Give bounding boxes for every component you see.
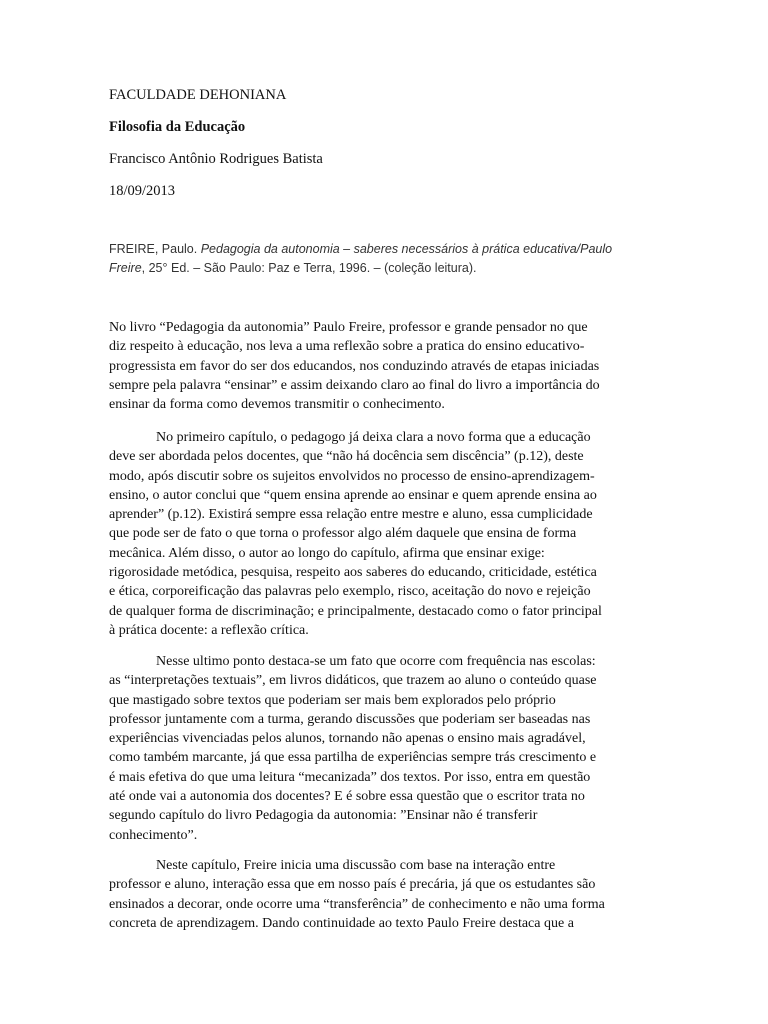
paragraph-line: experiências vivenciadas pelos alunos, tornando não apenas o ensino mais agradável,: [109, 731, 586, 747]
paragraph-line: conhecimento”.: [109, 827, 198, 843]
paragraph-line: segundo capítulo do livro Pedagogia da autonomia: ”Ensinar não é transferir: [109, 808, 538, 824]
reference-book-author: Freire: [109, 261, 142, 275]
bibliographic-reference: [109, 240, 649, 278]
paragraph-line: progressista em favor do ser dos educandos, nos conduzindo através de etapas iniciadas: [109, 358, 600, 374]
paragraph-line: e ética, corporeificação das palavras pelo exemplo, risco, aceitação do novo e rejeição: [109, 584, 591, 600]
paragraph-line: No livro “Pedagogia da autonomia” Paulo Freire, professor e grande pensador no que: [109, 320, 588, 335]
institution-name: FACULDADE DEHONIANA: [109, 87, 287, 103]
paragraph-line: No primeiro capítulo, o pedagogo já deixa clara a novo forma que a educação: [156, 430, 591, 445]
document-date: 18/09/2013: [109, 183, 176, 199]
reference-book-title: Pedagogia da autonomia – saberes necessários à prática educativa/Paulo: [200, 242, 613, 256]
paragraph-line: que pode ser de fato o que torna o professor algo além daquele que ensina de forma: [109, 526, 577, 542]
paragraph-line: como também marcante, já que essa partilha de experiências sempre trás crescimento e: [109, 750, 597, 766]
paragraph-line: rigorosidade metódica, pesquisa, respeito aos saberes do educando, criticidade, estética: [109, 565, 597, 581]
paragraph-line: Nesse ultimo ponto destaca-se um fato que ocorre com frequência nas escolas:: [156, 654, 596, 669]
paragraph-line: que mastigado sobre textos que poderiam ser mais bem explorados pelo próprio: [109, 692, 556, 708]
paragraph-line: ensino, o autor conclui que “quem ensina aprende ao ensinar e quem aprende ensina ao: [109, 487, 597, 503]
paragraph-line: mecânica. Além disso, o autor ao longo do capítulo, afirma que ensinar exige:: [109, 545, 545, 561]
paragraph-line: sempre pela palavra “ensinar” e assim deixando claro ao final do livro a importância do: [109, 377, 600, 393]
paragraph-textual-interpretations: [109, 652, 669, 845]
paragraph-line: professor e aluno, interação essa que em nosso país é precária, já que os estudantes são: [109, 877, 596, 893]
paragraph-line: diz respeito à educação, nos leva a uma reflexão sobre a pratica do ensino educativo-: [109, 339, 585, 355]
paragraph-first-chapter: [109, 428, 669, 640]
reference-line-2: [109, 259, 649, 278]
course-title: Filosofia da Educação: [109, 119, 246, 135]
author-name: Francisco Antônio Rodrigues Batista: [109, 151, 323, 167]
paragraph-line: aprender” (p.12). Existirá sempre essa relação entre mestre e aluno, essa cumplicidade: [109, 507, 593, 523]
paragraph-intro: [109, 318, 669, 414]
reference-publication-info: , 25° Ed. – São Paulo: Paz e Terra, 1996. – (coleção leitura).: [141, 261, 477, 275]
paragraph-line: modo, após discutir sobre os sujeitos envolvidos no processo de ensino-aprendizagem-: [109, 468, 595, 484]
paragraph-line: à prática docente: a reflexão crítica.: [109, 622, 309, 638]
paragraph-second-chapter: [109, 856, 669, 933]
paragraph-line: deve ser abordada pelos docentes, que “não há docência sem discência” (p.12), deste: [109, 449, 584, 465]
paragraph-line: até onde vai a autonomia dos docentes? E é sobre essa questão que o escritor trata no: [109, 789, 585, 805]
paragraph-line: concreta de aprendizagem. Dando continuidade ao texto Paulo Freire destaca que a: [109, 915, 574, 931]
paragraph-line: é mais efetiva do que uma leitura “mecanizada” dos textos. Por isso, entra em questão: [109, 769, 591, 785]
paragraph-line: ensinar da forma como devemos transmitir o conhecimento.: [109, 397, 445, 413]
reference-line-1: [109, 240, 649, 259]
paragraph-line: ensinados a decorar, onde ocorre uma “transferência” de conhecimento e não uma forma: [109, 896, 605, 912]
reference-author: FREIRE, Paulo.: [109, 242, 201, 256]
paragraph-line: Neste capítulo, Freire inicia uma discussão com base na interação entre: [156, 858, 556, 873]
paragraph-line: professor juntamente com a turma, gerando discussões que poderiam ser baseadas nas: [109, 711, 591, 727]
paragraph-line: as “interpretações textuais”, em livros didáticos, que trazem ao aluno o conteúdo quase: [109, 673, 597, 689]
paragraph-line: de qualquer forma de discriminação; e principalmente, destacado como o fator principal: [109, 603, 602, 619]
